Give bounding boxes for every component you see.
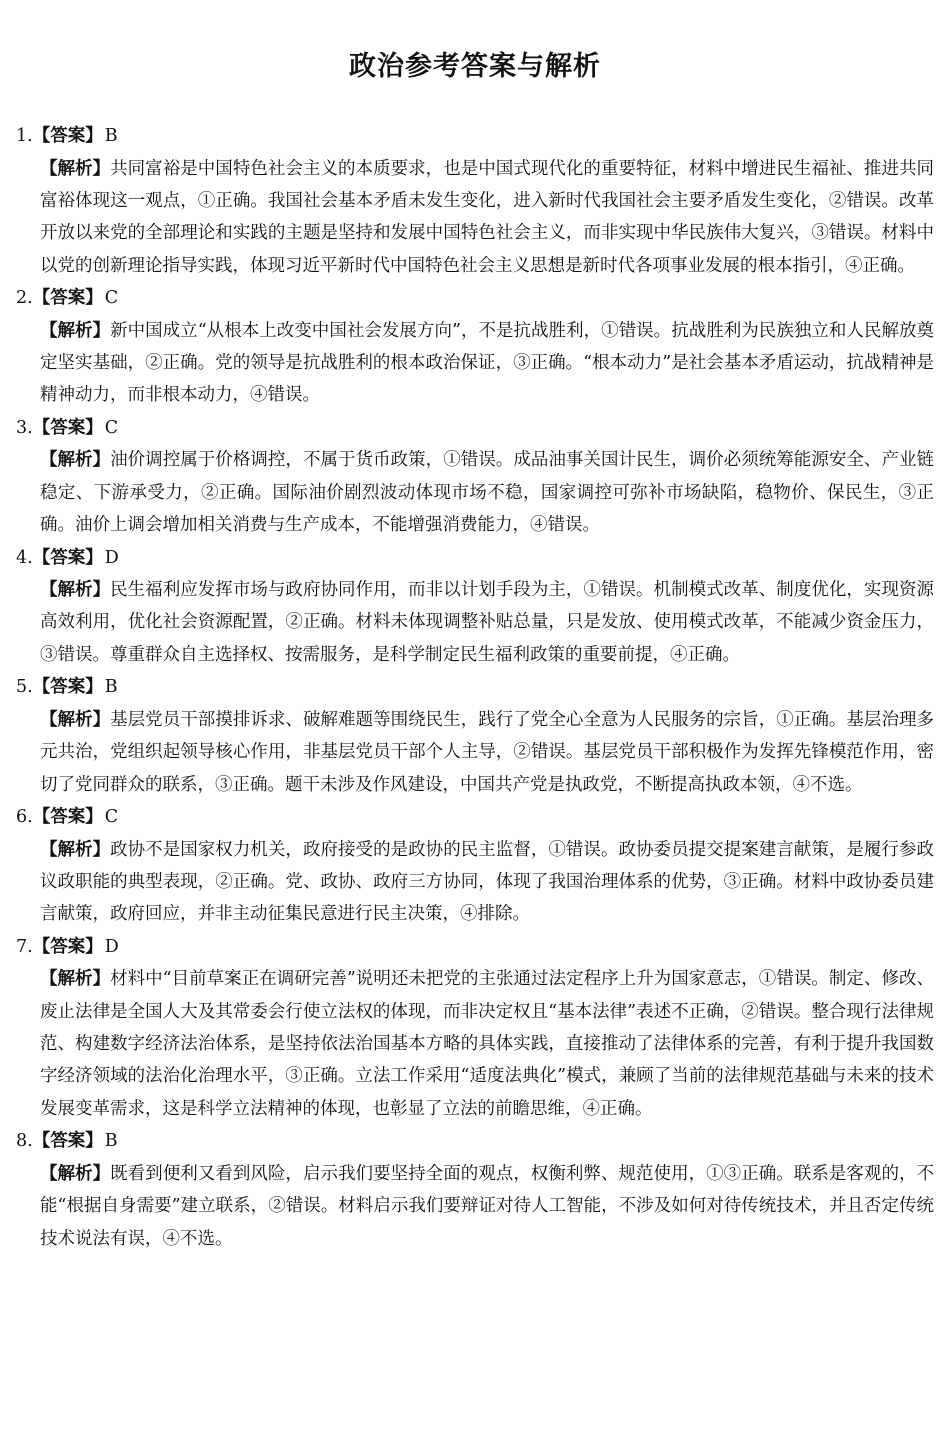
answer-item-2 <box>16 282 934 412</box>
analysis-label: 【解析】 <box>40 580 111 601</box>
answer-item-3 <box>16 412 934 542</box>
analysis-paragraph <box>16 574 934 671</box>
answer-label: 【答案】 <box>32 126 103 146</box>
answer-list <box>16 120 934 1255</box>
answer-value: C <box>104 807 119 827</box>
analysis-label: 【解析】 <box>40 709 111 730</box>
answer-line <box>16 931 934 964</box>
answer-line <box>16 412 934 445</box>
analysis-paragraph <box>16 153 934 283</box>
answer-line <box>16 282 934 315</box>
analysis-text: 材料中“目前草案正在调研完善”说明还未把党的主张通过法定程序上升为国家意志，①错误。制定、修改、废止法律是全国人大及其常委会行使立法权的体现，而非决定权且“基本法律”表述不正确，②错误。整合现行法律规范、构建数字经济法治体系，是坚持依法治国基本方略的具体实践，直接推动了法律体系的完善，有利于提升我国数字经济领域的法治化治理水平，③正确。立法工作采用“适度法典化”模式，兼顾了当前的法律规范基础与未来的技术发展变革需求，这是科学立法精神的体现，也彰显了立法的前瞻思维，④正确。 <box>40 969 935 1119</box>
analysis-text: 油价调控属于价格调控，不属于货币政策，①错误。成品油事关国计民生，调价必须统筹能源安全、产业链稳定、下游承受力，②正确。国际油价剧烈波动体现市场不稳，国家调控可弥补市场缺陷，稳物价、保民生，③正确。油价上调会增加相关消费与生产成本，不能增强消费能力，④错误。 <box>40 450 935 536</box>
answer-value: D <box>104 936 119 957</box>
analysis-paragraph <box>16 963 934 1125</box>
answer-label: 【答案】 <box>32 936 103 957</box>
analysis-text: 政协不是国家权力机关，政府接受的是政协的民主监督，①错误。政协委员提交提案建言献策，是履行参政议政职能的典型表现，②正确。党、政协、政府三方协同，体现了我国治理体系的优势，③正确。材料中政协委员建言献策，政府回应，并非主动征集民意进行民主决策，④排除。 <box>40 839 935 925</box>
answer-label: 【答案】 <box>32 677 103 698</box>
page-title: 政治参考答案与解析 <box>349 51 601 82</box>
item-number: 4. <box>16 547 33 568</box>
item-number: 6. <box>16 807 33 827</box>
analysis-paragraph <box>16 834 934 931</box>
item-number: 2. <box>16 288 33 309</box>
item-number: 8. <box>16 1131 33 1152</box>
item-number: 3. <box>16 417 33 438</box>
analysis-label: 【解析】 <box>40 450 111 471</box>
answer-label: 【答案】 <box>32 288 103 309</box>
answer-value: C <box>104 417 119 438</box>
analysis-text: 既看到便利又看到风险，启示我们要坚持全面的观点，权衡利弊、规范使用，①③正确。联系是客观的，不能“根据自身需要”建立联系，②错误。材料启示我们要辩证对待人工智能，不涉及如何对待传统技术，并且否定传统技术说法有误，④不选。 <box>40 1163 935 1249</box>
analysis-text: 民生福利应发挥市场与政府协同作用，而非以计划手段为主，①错误。机制模式改革、制度优化，实现资源高效利用，优化社会资源配置，②正确。材料未体现调整补贴总量，只是发放、使用模式改革，不能减少资金压力，③错误。尊重群众自主选择权、按需服务，是科学制定民生福利政策的重要前提，④正确。 <box>40 580 935 665</box>
analysis-text: 基层党员干部摸排诉求、破解难题等围绕民生，践行了党全心全意为人民服务的宗旨，①正确。基层治理多元共治，党组织起领导核心作用，非基层党员干部个人主导，②错误。基层党员干部积极作为发挥先锋模范作用，密切了党同群众的联系，③正确。题干未涉及作风建设，中国共产党是执政党，不断提高执政本领，④不选。 <box>40 709 935 795</box>
answer-label: 【答案】 <box>32 807 103 827</box>
item-number: 5. <box>16 677 33 698</box>
analysis-text: 共同富裕是中国特色社会主义的本质要求，也是中国式现代化的重要特征，材料中增进民生福祉、推进共同富裕体现这一观点，①正确。我国社会基本矛盾未发生变化，进入新时代我国社会主要矛盾发生变化，②错误。改革开放以来党的全部理论和实践的主题是坚持和发展中国特色社会主义，而非实现中华民族伟大复兴，③错误。材料中以党的创新理论指导实践，体现习近平新时代中国特色社会主义思想是新时代各项事业发展的根本指引，④正确。 <box>40 158 935 276</box>
answer-item-6 <box>16 801 934 931</box>
analysis-label: 【解析】 <box>40 1163 111 1184</box>
answer-line <box>16 801 934 834</box>
answer-value: D <box>104 547 119 568</box>
answer-line <box>16 542 934 575</box>
answer-value: B <box>104 126 118 146</box>
answer-item-4 <box>16 542 934 672</box>
answer-line <box>16 120 934 153</box>
answer-item-5 <box>16 671 934 801</box>
analysis-paragraph <box>16 704 934 801</box>
analysis-label: 【解析】 <box>40 320 111 341</box>
answer-label: 【答案】 <box>32 547 103 568</box>
answer-value: C <box>104 288 119 309</box>
answer-item-8 <box>16 1125 934 1255</box>
analysis-label: 【解析】 <box>40 839 111 860</box>
analysis-text: 新中国成立“从根本上改变中国社会发展方向”，不是抗战胜利，①错误。抗战胜利为民族独立和人民解放奠定坚实基础，②正确。党的领导是抗战胜利的根本政治保证，③正确。“根本动力”是社会基本矛盾运动，抗战精神是精神动力，而非根本动力，④错误。 <box>40 320 935 406</box>
answer-label: 【答案】 <box>32 417 103 438</box>
answer-item-1 <box>16 120 934 282</box>
item-number: 1. <box>16 126 33 146</box>
analysis-label: 【解析】 <box>40 158 111 179</box>
analysis-paragraph <box>16 315 934 412</box>
answer-label: 【答案】 <box>32 1131 103 1152</box>
answer-line <box>16 671 934 704</box>
answer-value: B <box>104 1131 118 1152</box>
answer-line <box>16 1125 934 1158</box>
analysis-paragraph <box>16 1158 934 1255</box>
answer-value: B <box>104 677 118 698</box>
analysis-paragraph <box>16 444 934 541</box>
answer-item-7 <box>16 931 934 1126</box>
item-number: 7. <box>16 936 33 957</box>
analysis-label: 【解析】 <box>40 969 111 990</box>
